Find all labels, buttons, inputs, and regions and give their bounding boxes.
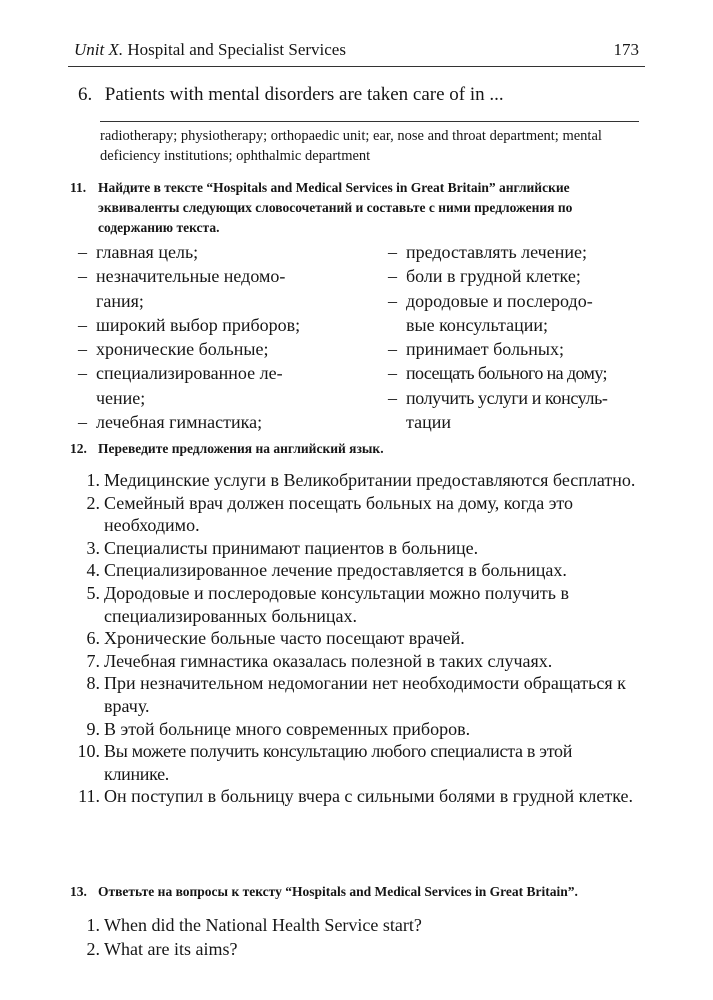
list-item: 10. Вы можете получить консультацию любого специалиста в этой клинике. bbox=[77, 741, 573, 784]
vocabulary-item-continuation: чение; bbox=[96, 387, 146, 408]
exercise-instruction-line: Найдите в тексте “Hospitals and Medical Services in Great Britain” английские bbox=[98, 180, 570, 195]
answer-options: radiotherapy; physiotherapy; orthopaedic unit; ear, nose and throat department; mental deficiency institutions; ophthalmic department bbox=[100, 128, 602, 164]
vocabulary-item: – главная цель; bbox=[78, 242, 199, 262]
exercise-instruction-line: эквиваленты следующих словосочетаний и составьте с ними предложения по bbox=[98, 200, 573, 215]
header-rule bbox=[68, 66, 645, 67]
unit-label: Unit X. bbox=[74, 40, 124, 59]
vocabulary-item: – боли в грудной клетке; bbox=[388, 266, 581, 287]
vocabulary-item: – принимает больных; bbox=[388, 339, 564, 360]
list-item: 3. Специалисты принимают пациентов в больнице. bbox=[86, 537, 479, 558]
list-item: 4. Специализированное лечение предоставляется в больницах. bbox=[86, 560, 567, 581]
vocabulary-item: – специализированное ле- bbox=[78, 363, 283, 384]
vocabulary-item: – хронические больные; bbox=[78, 339, 269, 360]
unit-title: Hospital and Specialist Services bbox=[123, 40, 346, 59]
exercise-instruction: Переведите предложения на английский язык. bbox=[98, 441, 384, 456]
list-item: 2. Семейный врач должен посещать больных на дому, когда это необходимо. bbox=[86, 492, 574, 536]
exercise-13-heading bbox=[70, 882, 639, 902]
exercise-12-heading bbox=[70, 439, 639, 459]
list-item: 7. Лечебная гимнастика оказалась полезной в таких случаях. bbox=[86, 650, 553, 671]
vocabulary-column-right bbox=[388, 240, 642, 434]
vocabulary-column-left bbox=[78, 240, 340, 434]
vocabulary-item: – предоставлять лечение; bbox=[388, 242, 587, 262]
exercise-instruction: Ответьте на вопросы к тексту “Hospitals and Medical Services in Great Britain”. bbox=[98, 884, 578, 899]
vocabulary-item: – незначительные недомо- bbox=[78, 266, 286, 287]
list-item: 1. When did the National Health Service start? bbox=[86, 915, 422, 935]
question-text: Patients with mental disorders are taken care of in ... bbox=[104, 84, 504, 105]
exercise-number: 11. bbox=[70, 180, 87, 195]
exercise-number: 12. bbox=[70, 441, 87, 456]
exercise-11-heading bbox=[70, 178, 639, 238]
exercise-number: 13. bbox=[70, 884, 87, 899]
vocabulary-item: – посещать больного на дому; bbox=[388, 363, 607, 384]
vocabulary-item-continuation: тации bbox=[406, 412, 451, 433]
vocabulary-item: – получить услуги и консуль- bbox=[388, 387, 608, 408]
page-number: 173 bbox=[613, 40, 639, 59]
exercise-13-questions bbox=[70, 914, 639, 961]
chapter-title bbox=[74, 40, 346, 60]
list-item: 2. What are its aims? bbox=[86, 938, 238, 959]
vocabulary-item: – дородовые и послеродо- bbox=[388, 290, 593, 311]
vocabulary-item: – лечебная гимнастика; bbox=[78, 412, 263, 433]
list-item: 8. При незначительном недомогании нет необходимости обращаться к врачу. bbox=[86, 673, 626, 716]
question-number: 6. bbox=[78, 84, 93, 105]
list-item: 9. В этой больнице много современных приборов. bbox=[86, 718, 471, 739]
list-item: 11. Он поступил в больницу вчера с сильными болями в грудной клетке. bbox=[78, 786, 633, 807]
vocabulary-item-continuation: вые консультации; bbox=[406, 314, 548, 335]
exercise-12-sentences bbox=[70, 469, 639, 808]
list-item: 1. Медицинские услуги в Великобритании предоставляются бесплатно. bbox=[86, 470, 636, 490]
vocabulary-item: – широкий выбор приборов; bbox=[78, 314, 301, 335]
list-item: 5. Дородовые и послеродовые консультации можно получить в специализированных больницах. bbox=[86, 582, 569, 626]
running-header bbox=[74, 40, 639, 64]
exercise-instruction-line: содержанию текста. bbox=[98, 220, 220, 235]
options-rule bbox=[100, 121, 639, 122]
list-item: 6. Хронические больные часто посещают врачей. bbox=[86, 628, 465, 649]
vocabulary-item-continuation: гания; bbox=[96, 290, 144, 311]
question-6 bbox=[78, 84, 504, 106]
